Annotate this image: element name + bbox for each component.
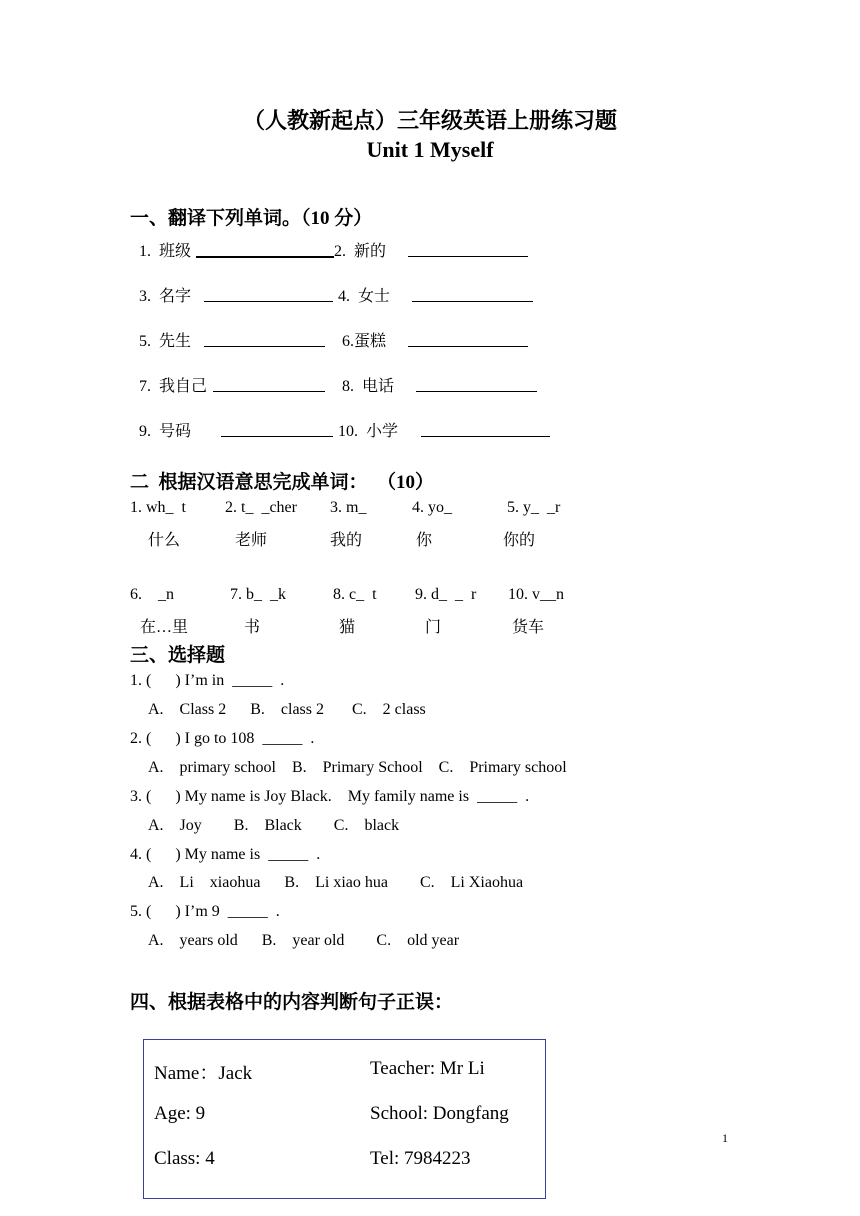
s2-word-7: 7. b_ _k	[230, 586, 286, 603]
s2-word-10: 10. v__n	[508, 586, 564, 603]
s1-blank-4[interactable]	[412, 283, 533, 302]
s2-word-6: 6. _n	[130, 586, 174, 603]
s2-meaning-10: 货车	[512, 619, 545, 636]
section1-heading: 一、翻译下列单词。（10 分）	[130, 208, 373, 229]
section4-heading: 四、根据表格中的内容判断句子正误：	[130, 992, 454, 1013]
s1-item-1: 1. 班级	[139, 243, 192, 260]
s2-word-8: 8. c_ t	[333, 586, 377, 603]
s1-item-8: 8. 电话	[342, 378, 395, 395]
s1-blank-10[interactable]	[421, 418, 550, 437]
s1-item-6: 6.蛋糕	[342, 333, 387, 350]
info-tel: Tel: 7984223	[370, 1148, 471, 1169]
s1-blank-7[interactable]	[213, 373, 325, 392]
page-number: 1	[722, 1131, 728, 1145]
s3-question-5: 5. ( ) I’m 9 _____ .	[130, 903, 280, 920]
info-name: Name：Jack	[154, 1063, 253, 1084]
info-teacher: Teacher: Mr Li	[370, 1058, 485, 1079]
s3-question-1: 1. ( ) I’m in _____ .	[130, 672, 285, 689]
s1-item-7: 7. 我自己	[139, 378, 208, 395]
s3-question-2: 2. ( ) I go to 108 _____ .	[130, 730, 315, 747]
s1-item-3: 3. 名字	[139, 288, 192, 305]
s1-item-9: 9. 号码	[139, 423, 192, 440]
s2-meaning-3: 我的	[330, 532, 363, 549]
s2-meaning-4: 你	[416, 532, 433, 549]
section3-heading: 三、选择题	[130, 645, 226, 666]
s2-meaning-6: 在…里	[140, 619, 189, 636]
section2-heading: 二 根据汉语意思完成单词： （10）	[130, 472, 435, 493]
s3-options-5: A. years old B. year old C. old year	[148, 932, 460, 949]
s1-blank-2[interactable]	[408, 238, 528, 257]
info-class: Class: 4	[154, 1148, 215, 1169]
s3-options-2: A. primary school B. Primary School C. Primary school	[148, 759, 567, 776]
page-title: （人教新起点）三年级英语上册练习题	[242, 108, 617, 133]
s2-meaning-9: 门	[425, 619, 442, 636]
s2-meaning-7: 书	[244, 619, 261, 636]
s1-blank-9[interactable]	[221, 418, 333, 437]
s1-blank-5[interactable]	[204, 328, 325, 347]
s2-word-9: 9. d_ _ r	[415, 586, 477, 603]
s2-meaning-8: 猫	[339, 619, 356, 636]
s1-item-5: 5. 先生	[139, 333, 192, 350]
info-age: Age: 9	[154, 1103, 206, 1124]
s2-meaning-2: 老师	[235, 532, 268, 549]
s2-word-1: 1. wh_ t	[130, 499, 186, 516]
s3-question-3: 3. ( ) My name is Joy Black. My family name is _____ .	[130, 788, 530, 805]
info-table	[143, 1039, 546, 1199]
s3-options-1: A. Class 2 B. class 2 C. 2 class	[148, 701, 426, 718]
s2-word-5: 5. y_ _r	[507, 499, 561, 516]
s1-item-4: 4. 女士	[338, 288, 391, 305]
s1-blank-1[interactable]	[196, 238, 334, 258]
s1-blank-3[interactable]	[204, 283, 333, 302]
s2-meaning-5: 你的	[503, 532, 536, 549]
s1-item-2: 2. 新的	[334, 243, 387, 260]
s2-meaning-1: 什么	[148, 532, 181, 549]
s2-word-4: 4. yo_	[412, 499, 452, 516]
s3-options-3: A. Joy B. Black C. black	[148, 817, 400, 834]
s1-item-10: 10. 小学	[338, 423, 399, 440]
s1-blank-6[interactable]	[408, 328, 528, 347]
page-subtitle: Unit 1 Myself	[366, 137, 494, 162]
info-school: School: Dongfang	[370, 1103, 509, 1124]
s2-word-3: 3. m_	[330, 499, 367, 516]
s2-word-2: 2. t_ _cher	[225, 499, 297, 516]
s1-blank-8[interactable]	[416, 373, 537, 392]
s3-question-4: 4. ( ) My name is _____ .	[130, 846, 321, 863]
s3-options-4: A. Li xiaohua B. Li xiao hua C. Li Xiaohua	[148, 874, 524, 891]
